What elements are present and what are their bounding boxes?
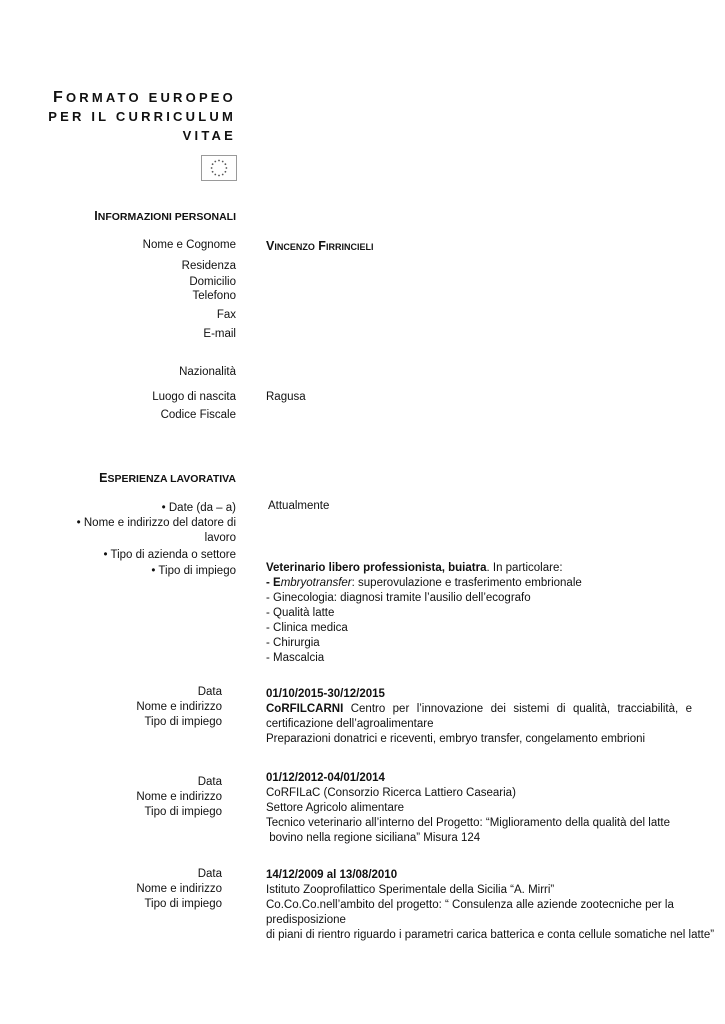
cv-title bbox=[48, 88, 236, 145]
current-date: Attualmente bbox=[268, 500, 330, 512]
current-item: - Qualità latte bbox=[266, 607, 335, 619]
entry2-role-2: bovino nella regione siciliana” Misura 124 bbox=[266, 832, 481, 844]
entry3-labels bbox=[136, 867, 222, 912]
current-item: - Ginecologia: diagnosi tramite l’ausilio dell’ecografo bbox=[266, 592, 531, 604]
label-telefono: Telefono bbox=[192, 290, 236, 302]
entry-label-nome: Nome e indirizzo bbox=[136, 883, 222, 895]
entry1-org: CoRFILCARNI Centro per l’innovazione dei sistemi di qualità, tracciabilità, e certificazione dell’agroalimentare bbox=[266, 703, 692, 730]
entry3-role-2: di piani di rientro riguardo i parametri carica batterica e conta cellule somatiche nel latte” bbox=[266, 929, 715, 941]
entry3 bbox=[266, 868, 725, 943]
label-domicilio: Domicilio bbox=[189, 276, 236, 288]
entry1-date: 01/10/2015-30/12/2015 bbox=[266, 688, 385, 700]
cv-title-line3: VITAE bbox=[182, 128, 236, 143]
label-fax: Fax bbox=[216, 309, 236, 321]
entry2-sector: Settore Agricolo alimentare bbox=[266, 802, 405, 814]
label-datore-1: • Nome e indirizzo del datore di bbox=[76, 517, 236, 529]
label-luogo-nascita: Luogo di nascita bbox=[152, 391, 236, 403]
entry1 bbox=[266, 687, 692, 747]
label-residenza: Residenza bbox=[181, 260, 236, 272]
label-date-range: • Date (da – a) bbox=[161, 502, 236, 514]
cv-title-line2: PER IL CURRICULUM bbox=[48, 109, 236, 124]
entry3-role-1: Co.Co.Co.nell’ambito del progetto: “ Consulenza alle aziende zootecniche per la predisposizione bbox=[266, 899, 674, 926]
entry-label-data: Data bbox=[197, 776, 222, 788]
label-tipo-azienda: • Tipo di azienda o settore bbox=[103, 549, 236, 561]
label-name: Nome e Cognome bbox=[142, 239, 236, 251]
entry2-org: CoRFILaC (Consorzio Ricerca Lattiero Casearia) bbox=[266, 787, 516, 799]
entry1-labels bbox=[136, 685, 222, 730]
current-item: - Embryotransfer: superovulazione e trasferimento embrionale bbox=[266, 577, 582, 589]
current-item: - Chirurgia bbox=[266, 637, 320, 649]
entry-label-data: Data bbox=[197, 868, 222, 880]
entry3-date: 14/12/2009 al 13/08/2010 bbox=[266, 869, 398, 881]
entry2-labels bbox=[136, 775, 222, 820]
label-email: E-mail bbox=[203, 328, 236, 340]
current-role-title: Veterinario libero professionista, buiatra. In particolare: bbox=[266, 562, 563, 574]
entry-label-data: Data bbox=[197, 686, 222, 698]
entry1-role: Preparazioni donatrici e riceventi, embryo transfer, congelamento embrioni bbox=[266, 733, 646, 745]
current-item: - Mascalcia bbox=[266, 652, 325, 664]
entry-label-tipo: Tipo di impiego bbox=[144, 898, 222, 910]
entry3-org: Istituto Zooprofilattico Sperimentale della Sicilia “A. Mirri” bbox=[266, 884, 555, 896]
personal-info-heading: INFORMAZIONI PERSONALI bbox=[94, 209, 236, 223]
luogo-nascita-value: Ragusa bbox=[266, 391, 306, 403]
label-codice-fiscale: Codice Fiscale bbox=[160, 409, 236, 421]
label-datore-2: lavoro bbox=[204, 532, 236, 544]
cv-title-line1-rest: ORMATO EUROPEO bbox=[66, 90, 236, 105]
current-role bbox=[266, 561, 582, 666]
entry2-role-1: Tecnico veterinario all’interno del Progetto: “Miglioramento della qualità del latte bbox=[266, 817, 670, 829]
label-nazionalita: Nazionalità bbox=[179, 366, 236, 378]
label-tipo-impiego: • Tipo di impiego bbox=[151, 565, 236, 577]
entry-label-tipo: Tipo di impiego bbox=[144, 806, 222, 818]
eu-flag-icon bbox=[201, 155, 237, 181]
entry-label-tipo: Tipo di impiego bbox=[144, 716, 222, 728]
entry2-date: 01/12/2012-04/01/2014 bbox=[266, 772, 385, 784]
experience-heading: ESPERIENZA LAVORATIVA bbox=[99, 471, 236, 485]
entry2 bbox=[266, 771, 670, 846]
cv-title-line1: FORMATO EUROPEO bbox=[53, 89, 236, 106]
entry-label-nome: Nome e indirizzo bbox=[136, 791, 222, 803]
person-name: Vincenzo Firrincieli bbox=[266, 239, 374, 253]
current-item: - Clinica medica bbox=[266, 622, 348, 634]
entry-label-nome: Nome e indirizzo bbox=[136, 701, 222, 713]
